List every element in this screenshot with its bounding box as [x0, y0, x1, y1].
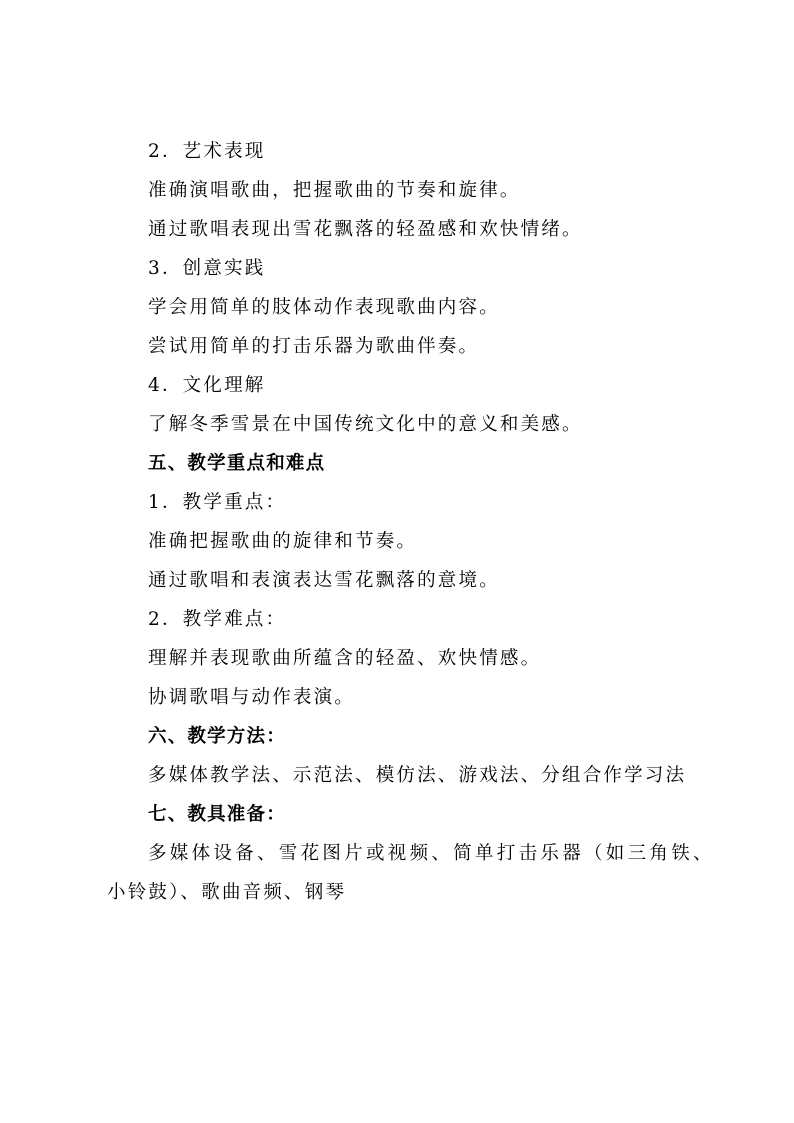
subheading-creative-practice: 3．创意实践 [148, 258, 266, 279]
paragraph-continuation: 小铃鼓）、歌曲音频、钢琴 [107, 882, 347, 903]
paragraph: 理解并表现歌曲所蕴含的轻盈、欢快情感。 [148, 648, 542, 669]
subheading-art-expression: 2．艺术表现 [148, 141, 266, 162]
paragraph: 学会用简单的肢体动作表现歌曲内容。 [148, 297, 500, 318]
paragraph: 尝试用简单的打击乐器为歌曲伴奏。 [148, 336, 480, 357]
paragraph: 协调歌唱与动作表演。 [148, 687, 356, 708]
paragraph: 通过歌唱表现出雪花飘落的轻盈感和欢快情绪。 [148, 219, 583, 240]
paragraph: 准确演唱歌曲，把握歌曲的节奏和旋律。 [148, 180, 521, 201]
paragraph: 多媒体教学法、示范法、模仿法、游戏法、分组合作学习法 [148, 765, 687, 786]
subheading-teaching-focus: 1．教学重点： [148, 492, 287, 513]
paragraph: 了解冬季雪景在中国传统文化中的意义和美感。 [148, 414, 583, 435]
section-heading-key-points: 五、教学重点和难点 [148, 453, 326, 474]
paragraph: 准确把握歌曲的旋律和节奏。 [148, 531, 418, 552]
section-heading-materials: 七、教具准备： [148, 804, 286, 825]
subheading-teaching-difficulty: 2．教学难点： [148, 609, 287, 630]
section-heading-methods: 六、教学方法： [148, 726, 286, 747]
paragraph: 通过歌唱和表演表达雪花飘落的意境。 [148, 570, 500, 591]
paragraph: 多媒体设备、雪花图片或视频、简单打击乐器（如三角铁、 [148, 843, 715, 864]
subheading-cultural-understanding: 4．文化理解 [148, 375, 266, 396]
